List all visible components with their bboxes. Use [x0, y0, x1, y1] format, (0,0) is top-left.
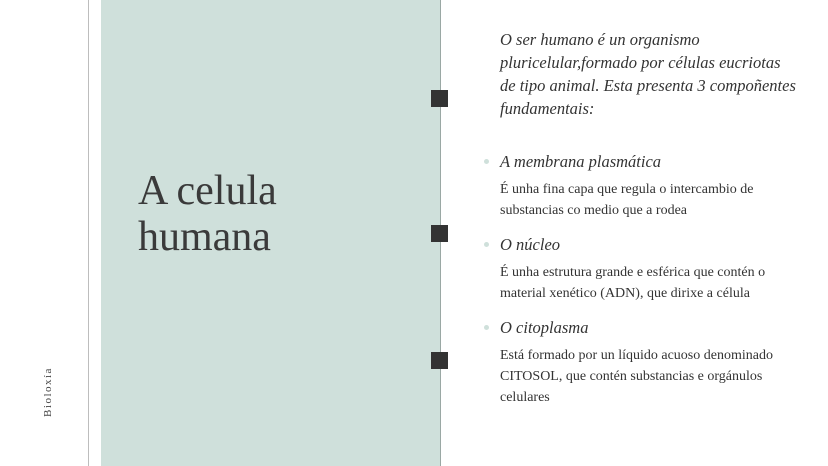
square-marker	[431, 90, 448, 107]
title-line-2: humana	[138, 214, 271, 260]
square-marker	[431, 352, 448, 369]
item-heading: O núcleo	[500, 235, 561, 254]
bullet-icon	[484, 242, 489, 247]
divider-line	[88, 0, 89, 466]
title-line-1: A celula	[138, 168, 277, 214]
square-marker	[431, 225, 448, 242]
item-heading: A membrana plasmática	[500, 152, 662, 171]
item-heading: O citoplasma	[500, 318, 589, 337]
bullet-icon	[484, 159, 489, 164]
list-item	[484, 317, 804, 408]
item-body: É unha fina capa que regula o intercambio de substancias co medio que a rodea	[500, 182, 754, 218]
side-label: Bioloxía	[42, 367, 54, 417]
list-item	[484, 234, 804, 304]
item-body: Está formado por un líquido acuoso denominado CITOSOL, que contén substancias e orgánulos celulares	[500, 348, 773, 405]
item-body: É unha estrutura grande e esférica que contén o material xenético (ADN), que dirixe a célula	[500, 265, 766, 301]
list-item	[484, 151, 804, 221]
intro-text: O ser humano é un organismo pluricelular,formado por células eucriotas de tipo animal. Esta presenta 3 compoñentes fundamentais:	[500, 30, 796, 118]
slide-title	[138, 168, 277, 260]
bullet-icon	[484, 325, 489, 330]
